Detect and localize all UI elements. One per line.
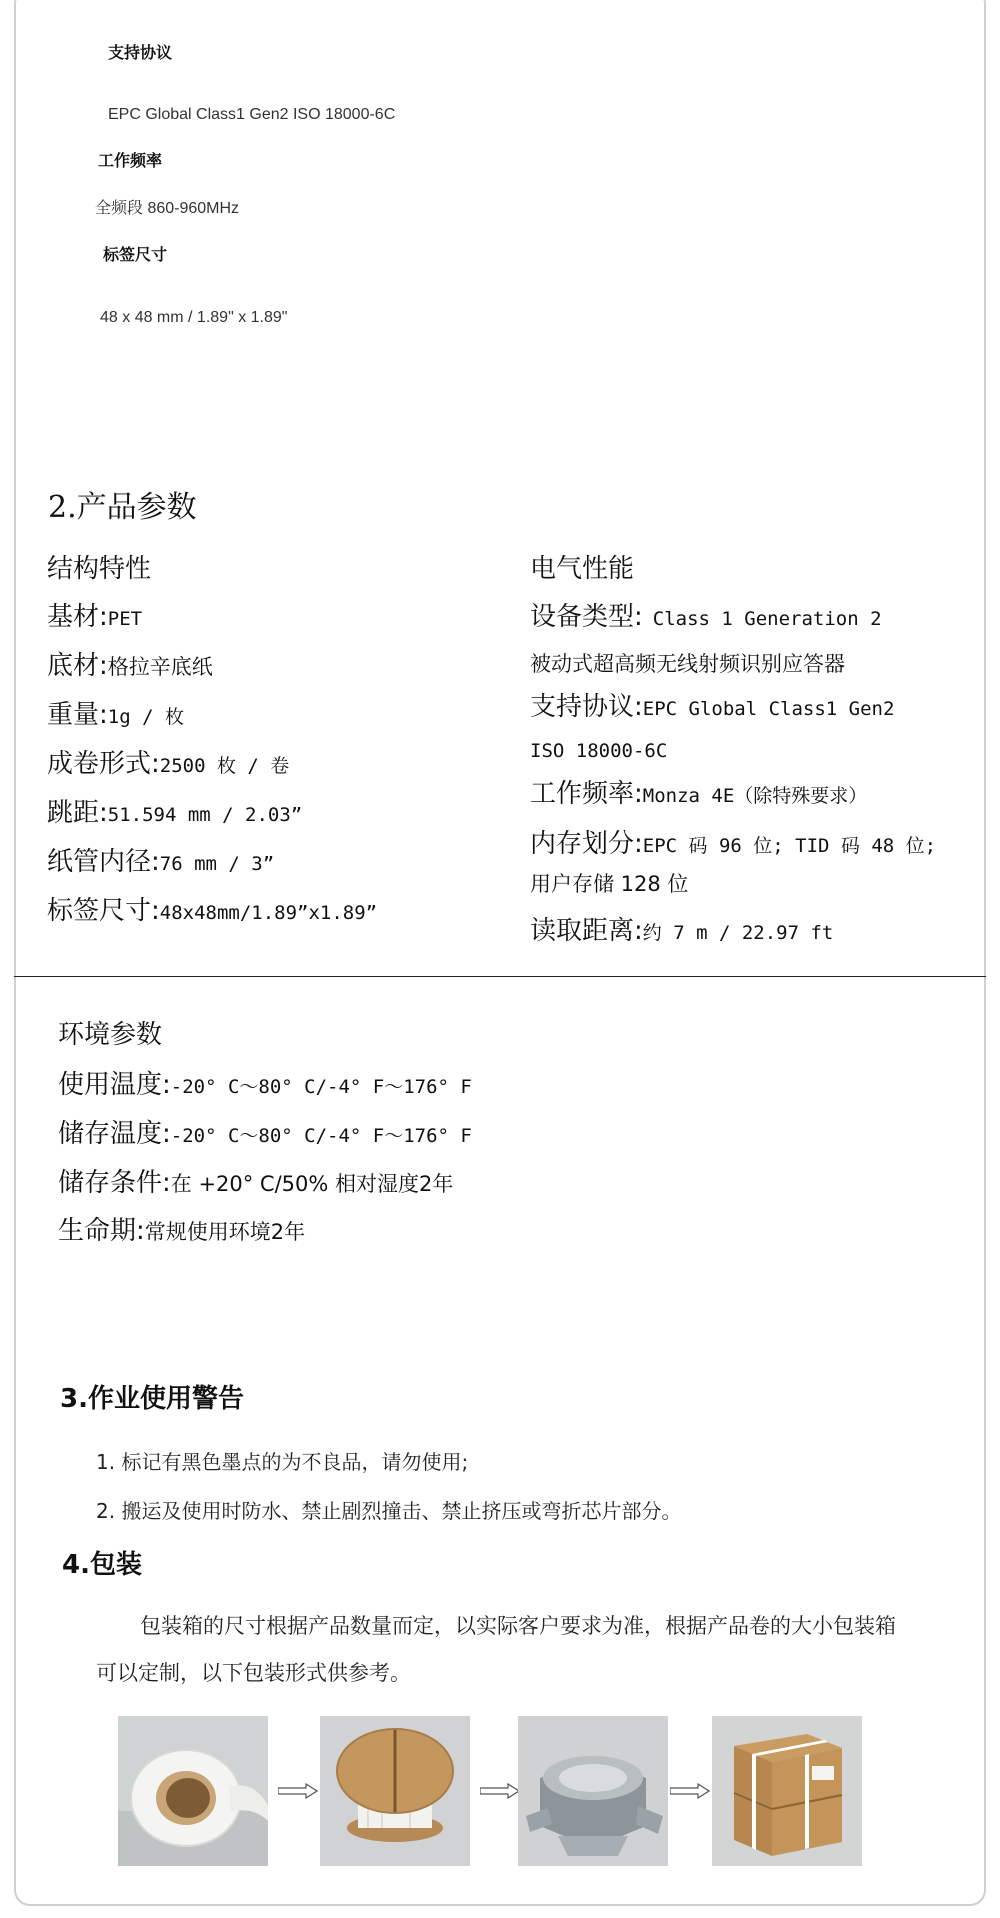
env-row-storage-temp bbox=[58, 1113, 472, 1150]
frequency-label: 工作频率 bbox=[98, 151, 163, 170]
env-label: 生命期: bbox=[58, 1216, 145, 1246]
spec-row-memory-2 bbox=[530, 868, 688, 898]
warning-item-1: 1. 标记有黑色墨点的为不良品，请勿使用; bbox=[96, 1450, 469, 1474]
spec-label: 基材: bbox=[47, 602, 108, 632]
arrow-right-icon bbox=[670, 1783, 710, 1799]
arrow-right-icon bbox=[278, 1783, 318, 1799]
spec-row-pitch bbox=[47, 792, 302, 829]
protocol-value: EPC Global Class1 Gen2 ISO 18000-6C bbox=[108, 106, 396, 123]
spec-label: 成卷形式: bbox=[47, 749, 160, 779]
spec-value: Monza 4E（除特殊要求） bbox=[642, 785, 868, 807]
spec-value: 格拉辛底纸 bbox=[107, 655, 213, 679]
spec-row-memory bbox=[530, 823, 936, 860]
arrow-right-icon bbox=[480, 1783, 520, 1799]
spec-value: 48x48mm/1.89”x1.89” bbox=[159, 902, 378, 924]
warning-title: 3.作业使用警告 bbox=[60, 1384, 244, 1414]
wrapped-reel-photo bbox=[518, 1716, 668, 1866]
spec-row-core bbox=[47, 841, 274, 878]
spec-value: EPC 码 96 位; TID 码 48 位; bbox=[642, 835, 937, 857]
env-label: 储存条件: bbox=[58, 1168, 171, 1198]
structure-heading: 结构特性 bbox=[47, 554, 152, 584]
packaging-text-line1: 包装箱的尺寸根据产品数量而定，以实际客户要求为准，根据产品卷的大小包装箱 bbox=[140, 1614, 896, 1638]
environment-heading: 环境参数 bbox=[58, 1020, 163, 1050]
spec-row-read-range bbox=[530, 910, 833, 947]
spec-value: 51.594 mm / 2.03” bbox=[107, 804, 303, 826]
spec-row-device-type bbox=[530, 596, 882, 633]
spec-row-substrate bbox=[47, 596, 142, 633]
section-divider bbox=[14, 976, 986, 977]
product-params-title: 2.产品参数 bbox=[48, 490, 197, 525]
spec-label: 底材: bbox=[47, 651, 108, 681]
spec-label: 标签尺寸: bbox=[47, 896, 160, 926]
spec-row-weight bbox=[47, 694, 184, 731]
device-description: 被动式超高频无线射频识别应答器 bbox=[530, 652, 845, 676]
frequency-value: 全频段 860-960MHz bbox=[95, 200, 240, 217]
spec-row-roll-form bbox=[47, 743, 289, 780]
packaging-text-line2: 可以定制，以下包装形式供参考。 bbox=[96, 1661, 411, 1685]
spec-value: PET bbox=[107, 608, 143, 630]
spec-label: 工作频率: bbox=[530, 779, 643, 809]
spec-label: 读取距离: bbox=[530, 916, 643, 946]
size-label: 标签尺寸 bbox=[103, 245, 168, 264]
spec-value: Class 1 Generation 2 bbox=[652, 608, 882, 630]
label-roll-photo bbox=[118, 1716, 268, 1866]
protocol-label: 支持协议 bbox=[108, 43, 173, 62]
size-value: 48 x 48 mm / 1.89" x 1.89" bbox=[100, 309, 288, 326]
spec-value: ISO 18000-6C bbox=[530, 740, 668, 762]
spec-value: 1g / 枚 bbox=[107, 706, 184, 728]
spec-label: 设备类型: bbox=[530, 602, 643, 632]
spec-label: 重量: bbox=[47, 700, 108, 730]
spec-label: 支持协议: bbox=[530, 692, 643, 722]
spec-row-protocol-2 bbox=[530, 734, 667, 764]
env-label: 使用温度: bbox=[58, 1070, 171, 1100]
spec-label: 跳距: bbox=[47, 798, 108, 828]
packaging-title: 4.包装 bbox=[62, 1550, 142, 1580]
spec-row-frequency bbox=[530, 773, 867, 810]
spec-label: 内存划分: bbox=[530, 829, 643, 859]
spec-row-liner bbox=[47, 645, 213, 682]
env-value: -20° C～80° C/-4° F～176° F bbox=[170, 1125, 472, 1147]
spec-value: 用户存储 128 位 bbox=[530, 872, 689, 896]
spec-value: EPC Global Class1 Gen2 bbox=[642, 698, 895, 720]
carton-box-photo bbox=[712, 1716, 862, 1866]
env-label: 储存温度: bbox=[58, 1119, 171, 1149]
spec-value: 约 7 m / 22.97 ft bbox=[642, 922, 834, 944]
spec-row-label-size bbox=[47, 890, 377, 927]
env-row-operating-temp bbox=[58, 1064, 472, 1101]
env-value: 常规使用环境2年 bbox=[144, 1220, 306, 1244]
env-value: 在 +20° C/50% 相对湿度2年 bbox=[170, 1172, 454, 1196]
env-value: -20° C～80° C/-4° F～176° F bbox=[170, 1076, 472, 1098]
spec-value: 76 mm / 3” bbox=[159, 853, 275, 875]
electrical-heading: 电气性能 bbox=[530, 554, 635, 584]
spool-photo bbox=[320, 1716, 470, 1866]
env-row-storage-cond bbox=[58, 1162, 453, 1199]
spec-value: 2500 枚 / 卷 bbox=[159, 755, 290, 777]
warning-item-2: 2. 搬运及使用时防水、禁止剧烈撞击、禁止挤压或弯折芯片部分。 bbox=[96, 1499, 682, 1523]
env-row-life bbox=[58, 1210, 305, 1247]
spec-row-protocol bbox=[530, 686, 894, 723]
spec-label: 纸管内径: bbox=[47, 847, 160, 877]
